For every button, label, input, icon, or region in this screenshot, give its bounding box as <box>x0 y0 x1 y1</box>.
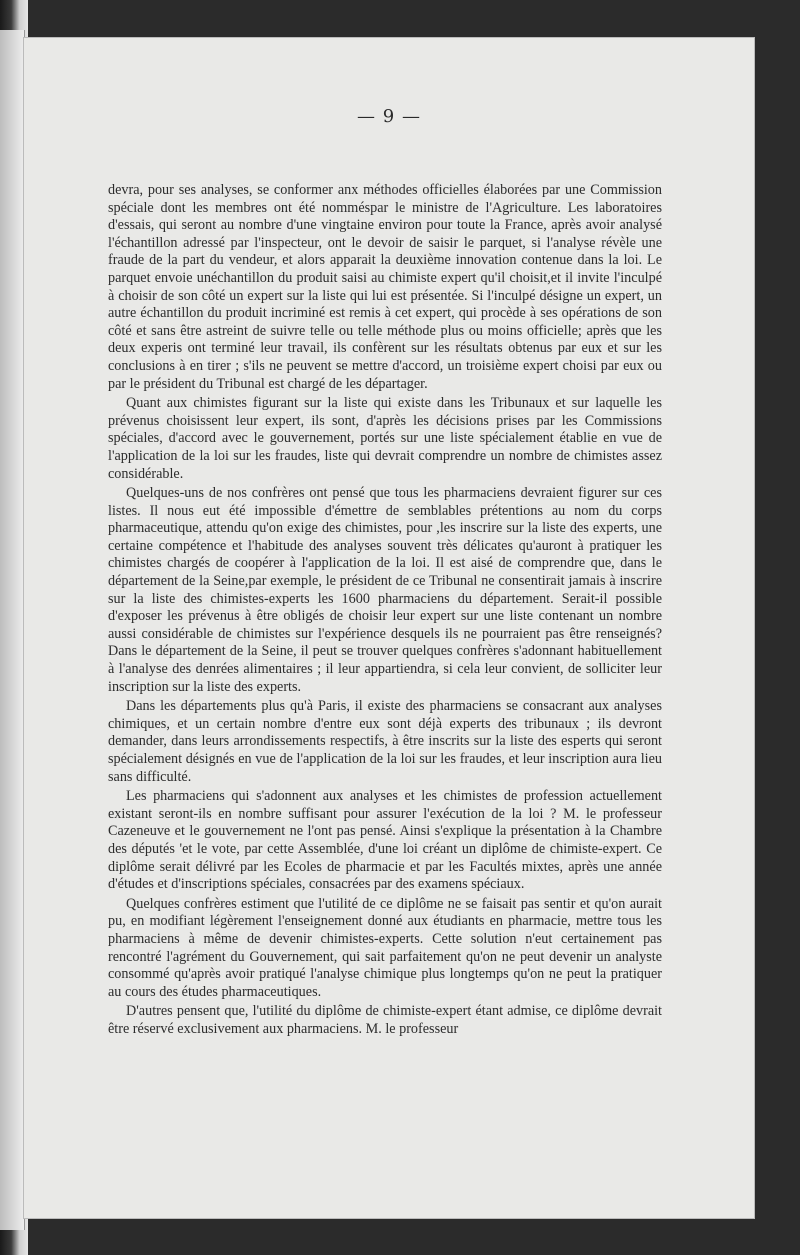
body-text <box>108 182 662 1041</box>
document-page <box>24 38 754 1218</box>
paragraph: Quelques-uns de nos confrères ont pensé que tous les pharmaciens devraient figurer sur ces listes. Il nous eut été impossible d'émettre de semblables prétentions au nom du corps pharmaceutique, attendu qu'on exige des chimistes, pour ,les inscrire sur la liste des experts, une certaine compétence et l'habitude des analyses souvent très délicates qu'auront à pratiquer les chimistes chargés de coopérer à l'application de la loi. Il est aisé de comprendre que, dans le département de la Seine,par exemple, le président de ce Tribunal ne consentirait jamais à inscrire sur la liste des chimistes-experts les 1600 pharmaciens du département. Serait-il possible d'exposer les prévenus à être obligés de choisir leur expert sur une liste contenant un nombre aussi considérable de chimistes sur l'expérience desquels ils ne pourraient pas être renseignés? Dans le département de la Seine, il peut se trouver quelques confrères s'adonnant habituellement à l'analyse des denrées alimentaires ; il leur appartiendra, si cela leur convient, de solliciter leur inscription sur la liste des experts. <box>108 485 662 695</box>
paragraph: Quant aux chimistes figurant sur la liste qui existe dans les Tribunaux et sur laquelle les prévenus choisissent leur expert, ils sont, d'après les décisions prises par les Commissions spéciales, d'accord avec le gouvernement, portés sur une liste spécialement établie en vue de l'application de la loi sur les fraudes, liste qui devrait comprendre un nombre de chimistes assez considérable. <box>108 395 662 482</box>
paragraph: Quelques confrères estiment que l'utilité de ce diplôme ne se faisait pas sentir et qu'on aurait pu, en modifiant légèrement l'enseignement donné aux étudiants en pharmacie, mettre tous les pharmaciens à même de devenir chimistes-experts. Cette solution n'eut certainement pas rencontré l'agrément du Gouvernement, qui sait parfaitement qu'on ne peut devenir un analyste consommé qu'après avoir pratiqué l'analyse chimique plus longtemps qu'on ne peut la pratiquer au cours des études pharmaceutiques. <box>108 895 662 1000</box>
paragraph: D'autres pensent que, l'utilité du diplôme de chimiste-expert étant admise, ce diplôme devrait être réservé exclusivement aux pharmaciens. M. le professeur <box>108 1003 662 1037</box>
paragraph: devra, pour ses analyses, se conformer anx méthodes officielles élaborées par une Commission spéciale dont les membres ont été nomméspar le ministre de l'Agriculture. Les laboratoires d'essais, qui seront au nombre d'une vingtaine environ pour toute la France, après avoir analysé l'échantillon adressé par l'inspecteur, ont le devoir de saisir le parquet, si l'analyse révèle une fraude de la part du vendeur, et alors apparait la deuxième innovation contenue dans la loi. Le parquet envoie unéchantillon du produit saisi au chimiste expert qu'il choisit,et il invite l'inculpé à choisir de son côté un expert sur la liste qui lui est présentée. Si l'inculpé désigne un expert, un autre échantillon du produit incriminé est remis à cet expert, qui procède à ses opérations de son côté et sans être astreint de suivre telle ou telle méthode plus ou moins officielle; après que les deux experis ont terminé leur travail, ils confèrent sur les résultats obtenus par eux et sur les conclusions à en tirer ; s'ils ne peuvent se mettre d'accord, un troisième expert choisi par eux ou par le président du Tribunal est chargé de les départager. <box>108 182 662 392</box>
paragraph: Dans les départements plus qu'à Paris, il existe des pharmaciens se consacrant aux analyses chimiques, et un certain nombre d'entre eux sont déjà experts des tribunaux ; ils devront demander, dans leurs arrondissements respectifs, à être inscrits sur la liste des esperts qui seront spécialement désignés en vue de l'application de la loi sur les fraudes, et leur inscription aura lieu sans difficulté. <box>108 698 662 785</box>
facing-page-edge <box>0 30 25 1230</box>
paragraph: Les pharmaciens qui s'adonnent aux analyses et les chimistes de profession actuellement existant seront-ils en nombre suffisant pour assurer l'exécution de la loi ? M. le professeur Cazeneuve et le gouvernement ne l'ont pas pensé. Ainsi s'explique la présentation à la Chambre des députés 'et le vote, par cette Assemblée, d'une loi créant un diplôme de chimiste-expert. Ce diplôme serait délivré par les Ecoles de pharmacie et par les Facultés mixtes, après une année d'études et d'inscriptions spéciales, consacrées par des examens spéciaux. <box>108 788 662 893</box>
page-number: — 9 — <box>357 106 421 127</box>
